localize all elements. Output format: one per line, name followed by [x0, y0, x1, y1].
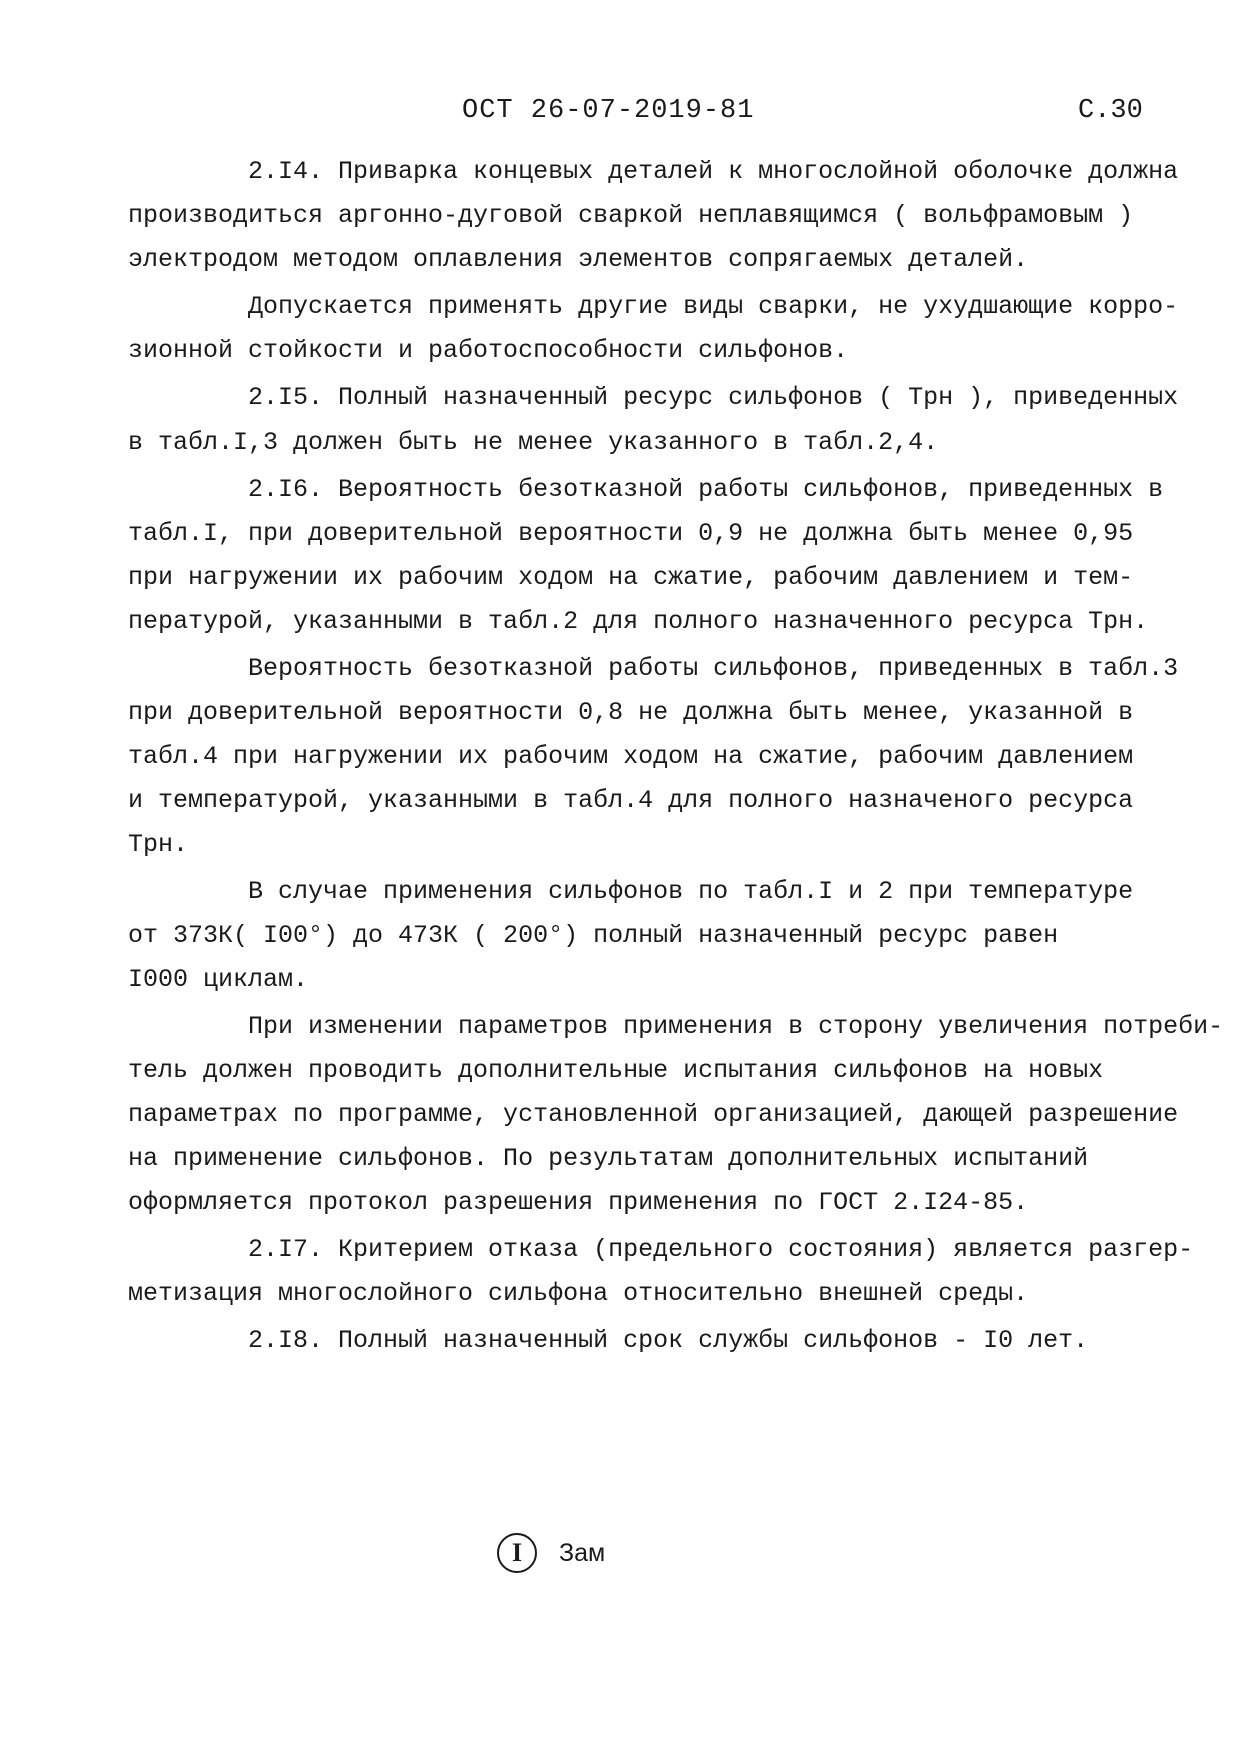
- text-line: I000 циклам.: [128, 965, 309, 994]
- text-line: тель должен проводить дополнительные испытания сильфонов на новых: [128, 1056, 1104, 1085]
- revision-label: Зам: [559, 1538, 606, 1567]
- text-line: 2.I4. Приварка концевых деталей к многослойной оболочке должна: [128, 157, 1179, 186]
- text-line: Вероятность безотказной работы сильфонов, приведенных в табл.3: [128, 654, 1179, 683]
- text-line: в табл.I,3 должен быть не менее указанного в табл.2,4.: [128, 428, 939, 457]
- revision-stamp: [497, 1533, 605, 1573]
- text-line: производиться аргонно-дуговой сваркой неплавящимся ( вольфрамовым ): [128, 201, 1134, 230]
- text-line: Трн.: [128, 830, 189, 859]
- text-line: 2.I5. Полный назначенный ресурс сильфонов ( Трн ), приведенных: [128, 383, 1179, 412]
- text-line: При изменении параметров применения в сторону увеличения потреби-: [128, 1012, 1224, 1041]
- revision-number-circle: I: [497, 1533, 537, 1573]
- text-line: параметрах по программе, установленной организацией, дающей разрешение: [128, 1100, 1179, 1129]
- document-code: ОСТ 26-07-2019-81: [462, 96, 755, 126]
- text-line: табл.4 при нагружении их рабочим ходом на сжатие, рабочим давлением: [128, 742, 1134, 771]
- text-line: и температурой, указанными в табл.4 для полного назначеного ресурса: [128, 786, 1134, 815]
- text-line: 2.I6. Вероятность безотказной работы сильфонов, приведенных в: [128, 475, 1164, 504]
- text-line: оформляется протокол разрешения применения по ГОСТ 2.I24-85.: [128, 1188, 1029, 1217]
- text-line: 2.I7. Критерием отказа (предельного состояния) является разгер-: [128, 1235, 1194, 1264]
- text-line: электродом методом оплавления элементов сопрягаемых деталей.: [128, 245, 1029, 274]
- text-line: при доверительной вероятности 0,8 не должна быть менее, указанной в: [128, 698, 1134, 727]
- text-line: зионной стойкости и работоспособности сильфонов.: [128, 336, 849, 365]
- text-line: табл.I, при доверительной вероятности 0,9 не должна быть менее 0,95: [128, 519, 1134, 548]
- text-line: пературой, указанными в табл.2 для полного назначенного ресурса Трн.: [128, 607, 1149, 636]
- text-line: 2.I8. Полный назначенный срок службы сильфонов - I0 лет.: [128, 1326, 1089, 1355]
- text-line: на применение сильфонов. По результатам дополнительных испытаний: [128, 1144, 1089, 1173]
- text-line: от 373К( I00°) до 473К ( 200°) полный назначенный ресурс равен: [128, 921, 1059, 950]
- text-line: метизация многослойного сильфона относительно внешней среды.: [128, 1279, 1029, 1308]
- page-number: С.30: [1078, 96, 1143, 126]
- text-line: Допускается применять другие виды сварки, не ухудшающие корро-: [128, 292, 1179, 321]
- text-line: при нагружении их рабочим ходом на сжатие, рабочим давлением и тем-: [128, 563, 1134, 592]
- text-line: В случае применения сильфонов по табл.I и 2 при температуре: [128, 877, 1134, 906]
